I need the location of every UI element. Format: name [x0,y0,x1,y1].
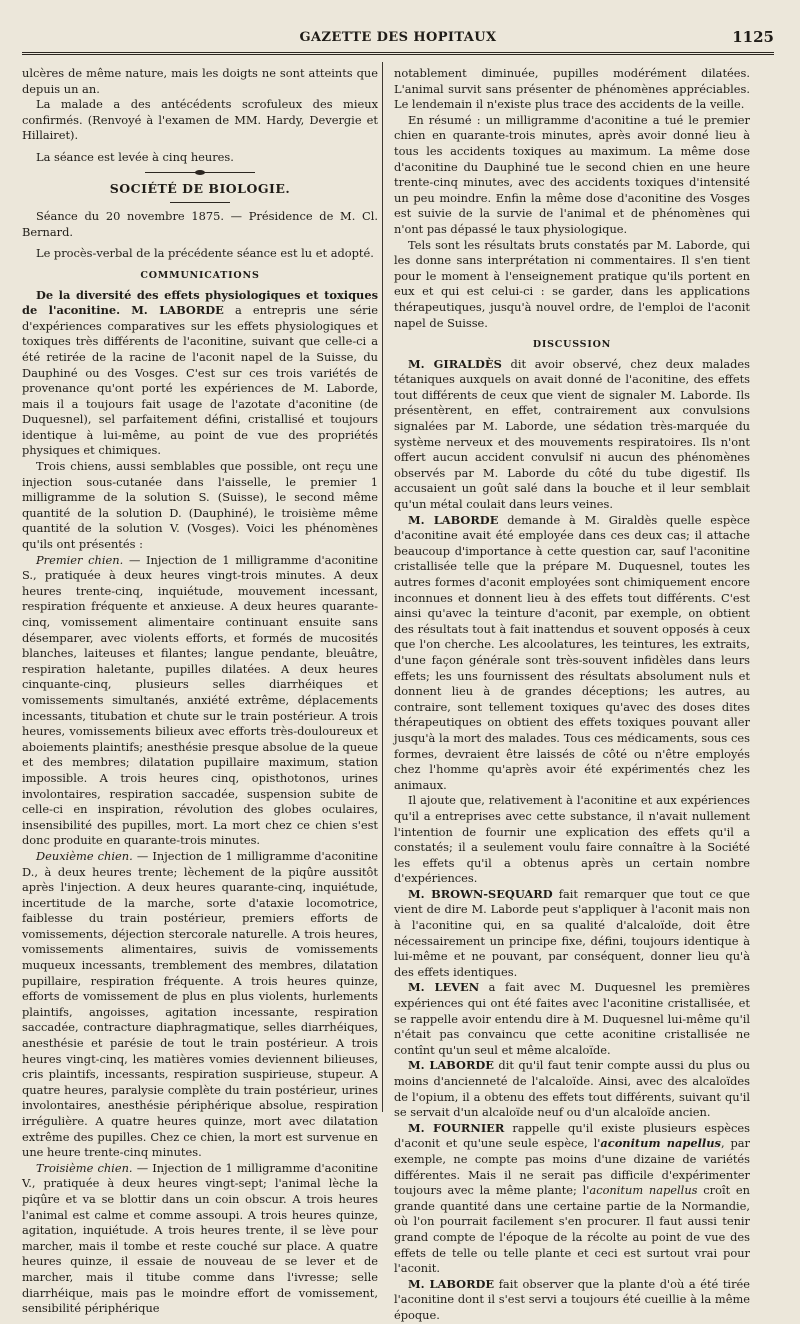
right-column [394,66,750,1324]
paragraph-text: croît en grande quantité dans une certaine partie de la Normandie, où l'on pourrait facilement s'en procurer. Il faut aussi tenir grand compte de l'époque de la récolte au point de vue des effets de telle ou telle plante et ceci est surtout vrai pour l'aconit. [394,1183,750,1276]
dog-label: Deuxième chien. [36,848,133,863]
discussion-paragraph [394,980,750,1058]
paragraph-text: a entrepris une série d'expériences comparatives sur les effets physiologiques et toxiques très différents de l'aconitine, suivant que celle-ci a été retirée de la racine de l'aconit napel de la Suisse, du Dauphiné ou des Vosges. C'est sur ces trois variétés de provenance qu'ont porté les expériences de M. Laborde, mais il a toujours fait usage de l'azotate d'aconitine (de Duquesnel), sel parfaitement défini, cristallisé et toujours identique à lui-même, au point de vue des propriétés physiques et chimiques. [22,303,378,458]
paragraph-text: dit qu'il faut tenir compte aussi du plus ou moins d'ancienneté de l'alcaloïde. Ainsi, avec des alcaloïdes de l'opium, il a obtenu des effets tout différents, suivant qu'il se servait d'un alcaloïde neuf ou d'un alcaloïde ancien. [394,1058,751,1120]
paragraph-text: fait remarquer que tout ce que vient de dire M. Laborde peut s'appliquer à l'aconit mais non à l'aconitine qui, en sa qualité d'alcaloïde, doit être nécessairement un principe fixe, défini, toujours identique à lui-même et ne pouvant, par conséquent, donner lieu qu'à des effets identiques. [394,886,751,979]
paragraph: Tels sont les résultats bruts constatés par M. Laborde, qui les donne sans interprétation ni commentaires. Il s'en tient pour le moment à l'enseignement pratique qu'ils portent en eux et qui est celui-ci : se garder, dans les applications thérapeutiques, jusqu'à nouvel ordre, de l'emploi de l'aconit napel de Suisse. [394,237,750,330]
paragraph-text: — Injection de 1 milligramme d'aconitine V., pratiquée à deux heures vingt-sept; l'animal lèche la piqûre et va se blottir dans un coin obscur. A trois heures l'animal est calme et comme assoupi. A trois heures quinze, agitation, inquiétude. A trois heures trente, il se lève pour marcher, mais il tombe et reste couché sur place. A quatre heures quinze, il essaie de nouveau de se lever et de marcher, mais il titube comme dans l'ivresse; selle diarrhéique, mais pas le moindre effort de vomissement, sensibilité périphérique [22,1160,378,1316]
paragraph: Le procès-verbal de la précédente séance est lu et adopté. [36,246,374,261]
subsection-title: COMMUNICATIONS [140,269,260,281]
short-rule [170,202,230,203]
discussion-paragraph [394,1058,750,1120]
column-divider [382,62,383,1112]
paragraph: notablement diminuée, pupilles modérément dilatées. L'animal survit sans présenter de phénomènes appréciables. Le lendemain il n'existe plus trace des accidents de la veille. [394,66,750,112]
paragraph-text: a fait avec M. Duquesnel les premières expériences qui ont été faites avec l'aconitine cristallisée, et se rappelle avoir entendu dire à M. Duquesnel lui-même qu'il n'était pas convaincu que cette aconitine cristallisée ne contînt qu'un seul et même alcaloïde. [394,980,750,1057]
paragraph: ulcères de même nature, mais les doigts ne sont atteints que depuis un an. [22,66,378,96]
dog-label: Troisième chien. [36,1160,133,1175]
paragraph: La séance est levée à cinq heures. [36,149,234,164]
species-name: aconitum napellus [600,1136,721,1151]
paragraph-text: — Injection de 1 milligramme d'aconitine S., pratiquée à deux heures vingt-trois minutes. A deux heures trente-cinq, inquiétude, mouvement incessant, respiration fréquente et anxieuse. A deux heures quarante-cinq, vomissement alimentaire continuant ensuite sans désemparer, avec violents efforts, et formés de mucosités blanches, laiteuses et filantes; langue pendante, bleuâtre, respiration haletante, pupilles dilatées. A deux heures cinquante-cinq, plusieurs selles diarrhéiques et vomissements simultanés, anxiété extrême, déplacements incessants, titubation et chute sur le train postérieur. A trois heures, vomissements bilieux avec efforts très-douloureux et aboiements plaintifs; anesthésie presque absolue de la queue et des membres; dilatation pupillaire maximum, station impossible. A trois heures cinq, opisthotonos, urines involontaires, respiration saccadée, suspension subite de celle-ci en inspiration, révolution des globes oculaires, insensibilité des pupilles, mort. La mort chez ce chien s'est donc produite en quarante-trois minutes. [22,552,378,848]
journal-title: GAZETTE DES HOPITAUX [299,30,497,45]
paragraph: La malade a des antécédents scrofuleux des mieux confirmés. (Renvoyé à l'examen de MM. Hardy, Devergie et Hillairet). [22,97,378,143]
discussion-paragraph [394,1277,750,1324]
section-separator [145,172,255,173]
article-title: De la diversité des effets physiologiques et toxiques de l'aconitine. [22,287,378,318]
paragraph-text: — Injection de 1 milligramme d'aconitine D., à deux heures trente; lèchement de la piqûre aussitôt après l'injection. A deux heures quarante-cinq, inquiétude, incertitude de la marche, sorte d'ataxie locomotrice, faiblesse du train postérieur, premiers efforts de vomissements, déjection stercorale naturelle. A trois heures, vomissements alimentaires, suivis de vomissements muqueux incessants, tremblement des membres, dilatation pupillaire, respiration fréquente. A trois heures quinze, efforts de vomissement de plus en plus violents, hurlements plaintifs, angoisses, agitation incessante, respiration saccadée, contracture diaphragmatique, selles diarrhéiques, anesthésie et parésie de tout le train postérieur. A trois heures vingt-cinq, les matières vomies deviennent bilieuses, cris plaintifs, incessants, respiration suspirieuse, stupeur. A quatre heures, paralysie complète du train postérieur, urines involontaires, anesthésie périphérique absolue, respiration irrégulière. A quatre heures quinze, mort avec dilatation extrême des pupilles. Chez ce chien, la mort est survenue en une heure trente-cinq minutes. [22,848,378,1160]
paragraph-text: dit avoir observé, chez deux malades tétaniques auxquels on avait donné de l'aconitine, des effets tout différents de ceux que vient de signaler M. Laborde. Ils présentèrent, en effet, contrairement aux convulsions signalées par M. Laborde, une sédation très-marquée du système nerveux et des mouvements respiratoires. Ils n'ont offert aucun accident convulsif ni aucun des phénomènes observés par M. Laborde du côté du tube digestif. Ils accusaient un goût salé dans la bouche et il leur semblait qu'un métal coulait dans leurs veines. [394,356,751,512]
page-header [22,26,774,55]
subsection-title: DISCUSSION [532,339,612,351]
paragraph-text: fait observer que la plante d'où a été tirée l'aconitine dont il s'est servi a toujours été cueillie à la même époque. [394,1276,750,1322]
discussion-paragraph [394,357,750,513]
section-title: SOCIÉTÉ DE BIOLOGIE. [109,180,291,196]
paragraph-text: rappelle qu'il existe plusieurs espèces d'aconit et qu'une seule espèce, l' [394,1120,750,1151]
paragraph: Trois chiens, aussi semblables que possible, ont reçu une injection sous-cutanée dans l'aisselle, le premier 1 milligramme de la solution S. (Suisse), le second même quantité de la solution D. (Dauphiné), le troisième même quantité de la solution V. (Vosges). Voici les phénomènes qu'ils ont présentés : [22,459,378,552]
speaker-name: M. LABORDE [408,1276,495,1291]
article-paragraph [22,288,378,460]
speaker-name: M. LABORDE [408,1058,494,1073]
species-name: aconitum napellus [589,1183,698,1198]
speaker-name: M. LEVEN [408,980,480,995]
page-number: 1125 [732,28,774,46]
dog-label: Premier chien. [36,552,124,567]
dog-paragraph [22,849,378,1161]
paragraph: Il ajoute que, relativement à l'aconitine et aux expériences qu'il a entreprises avec cette substance, il n'avait nullement l'intention de fournir une explication des effets qu'il a constatés; il a seulement voulu faire connaître à la Société les effets qu'il a obtenus après un certain nombre d'expériences. [394,793,750,886]
speaker-name: M. GIRALDÈS [408,356,502,371]
speaker-name: M. LABORDE [408,512,499,527]
paragraph-text: demande à M. Giraldès quelle espèce d'aconitine avait été employée dans ces deux cas; il attache beaucoup d'importance à cette question car, sauf l'aconitine cristallisée telle que la prépare M. Duquesnel, toutes les autres formes d'aconit employées sont chimiquement encore inconnues et donnent lieu à des effets tout différents. C'est ainsi qu'avec la teinture d'aconit, par exemple, on obtient des résultats tout à fait inattendus et souvent opposés à ceux que l'on cherche. Les alcoolatures, les teintures, les extraits, d'une façon générale sont très-souvent infidèles dans leurs effets; les uns fournissent des résultats absolument nuls et donnent lieu à de grandes déceptions; les autres, au contraire, sont tellement toxiques qu'avec des doses dites thérapeutiques on obtient des effets toxiques pouvant aller jusqu'à la mort des malades. Tous ces médicaments, sous ces formes, devraient être laissés de côté ou n'être employés chez l'homme qu'après avoir été expérimentés chez les animaux. [394,512,750,792]
paragraph: En résumé : un milligramme d'aconitine a tué le premier chien en quarante-trois minutes, après avoir donné lieu à tous les accidents toxiques au maximum. La même dose d'aconitine du Dauphiné tue le second chien en une heure trente-cinq minutes, avec des accidents toxiques d'intensité un peu moindre. Enfin la même dose d'aconitine des Vosges est suivie de la survie de l'animal et de phénomènes qui n'ont pas dépassé le taux physiologique. [394,112,750,236]
dog-paragraph [22,1161,378,1317]
discussion-paragraph [394,887,750,981]
speaker-name: M. BROWN-SEQUARD [408,886,553,901]
speaker-name: M. FOURNIER [408,1120,505,1135]
paragraph: Séance du 20 novembre 1875. — Présidence de M. Cl. Bernard. [22,209,378,239]
discussion-paragraph [394,513,750,794]
speaker-name: M. LABORDE [131,303,224,318]
paragraph-text: , par exemple, ne compte pas moins d'une dizaine de variétés différentes. Mais il ne serait pas difficile d'expérimenter toujours avec la même plante; l' [394,1136,750,1198]
left-column [22,66,378,1317]
dog-paragraph [22,553,378,849]
discussion-paragraph [394,1121,750,1277]
